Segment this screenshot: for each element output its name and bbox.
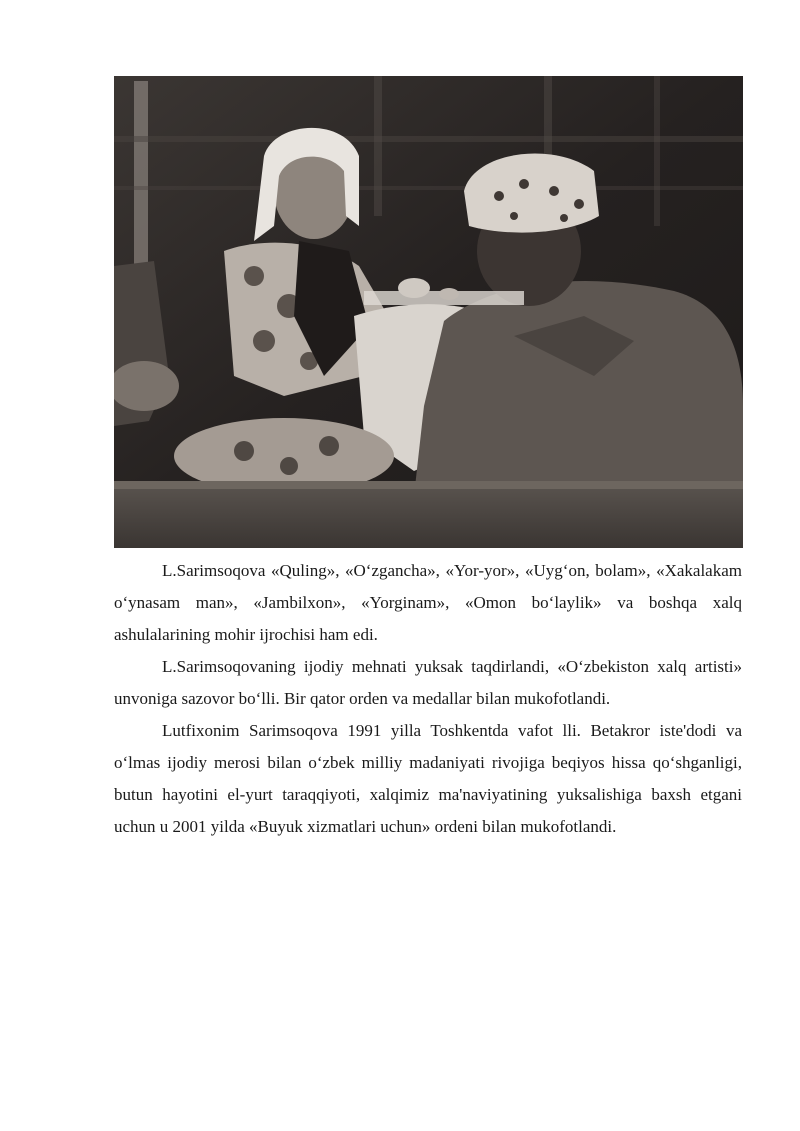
paragraph: Lutfixonim Sarimsoqova 1991 yilla Toshkentda vafot lli. Betakror iste'dodi va o‘lmas ijodiy merosi bilan o‘zbek milliy madaniyati rivojiga beqiyos hissa qo‘shganligi, butun hayotini el-yurt taraqqiyoti, xalqimiz ma'naviyatining yuksalishiga baxsh etgani uchun u 2001 yilda «Buyuk xizmatlari uchun» ordeni bilan mukofotlandi. <box>114 721 742 836</box>
photograph-image <box>114 76 743 548</box>
body-text <box>114 555 742 843</box>
paragraph: L.Sarimsoqovaning ijodiy mehnati yuksak taqdirlandi, «O‘zbekiston xalq artisti» unvoniga sazovor bo‘lli. Bir qator orden va medallar bilan mukofotlandi. <box>114 657 742 708</box>
paragraph: L.Sarimsoqova «Quling», «O‘zgancha», «Yor-yor», «Uyg‘on, bolam», «Xakalakam o‘ynasam man», «Jambilxon», «Yorginam», «Omon bo‘laylik» va boshqa xalq ashulalarining mohir ijrochisi ham edi. <box>114 561 742 644</box>
archival-photograph <box>114 76 743 548</box>
